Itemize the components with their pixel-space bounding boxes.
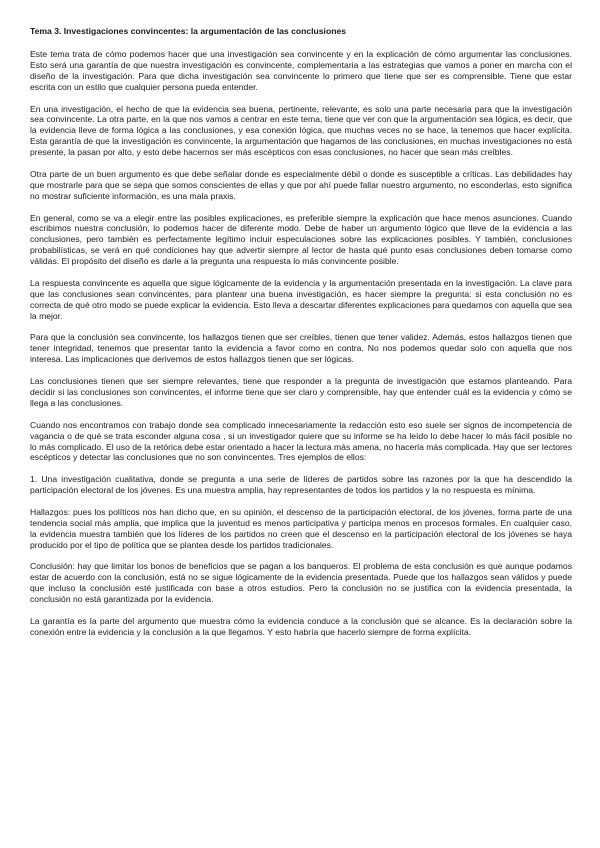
document-page	[30, 26, 572, 649]
paragraph-10: Hallazgos: pues los políticos nos han dicho que, en su opinión, el descenso de la participación electoral, de los jóvenes, forma parte de una tendencia social más amplia, que implica que la juventud es menos participativa y participa menos en procesos formales. En cualquier caso, la evidencia muestra también que los líderes de los partidos no creen que el descenso en la participación electoral de los jóvenes se haya producido por el tipo de política que se plantea desde los partidos tradicionales.	[30, 506, 572, 550]
document-title: Tema 3. Investigaciones convincentes: la argumentación de las conclusiones	[30, 26, 347, 36]
paragraph-4: En general, como se va a elegir entre las posibles explicaciones, es preferible siempre la explicación que hace menos asunciones. Cuando escribimos nuestra conclusión, lo podemos hacer de diferente modo. Debe de haber un argumento lógico que lleve de la evidencia a las conclusiones, pero también es perfectamente legítimo incluir especulaciones sobre las explicaciones posibles. Y también, conclusiones probabilísticas, se verá en qué condiciones hay que advertir siempre al lector de hasta qué punto esas conclusiones deben tomarse como válidas. El propósito del diseño es darle a la pregunta una respuesta lo más convincente posible.	[30, 212, 572, 267]
paragraph-11: Conclusión: hay que limitar los bonos de beneficios que se pagan a los banqueros. El problema de esta conclusión es que aunque podamos estar de acuerdo con la conclusión, está no se sigue lógicamente de la evidencia presentada. Puede que los hallazgos sean válidos y puede que incluso la conclusión esté justificada con base a otros estudios. Pero la conclusión no se justifica con la evidencia presentada, la conclusión no está garantizada por la evidencia.	[30, 561, 572, 605]
paragraph-1: Este tema trata de cómo podemos hacer que una investigación sea convincente y en la explicación de cómo argumentar las conclusiones. Esto será una garantía de que nuestra investigación es convincente, complementaria a las estrategias que vamos a poner en marcha con el diseño de la investigación. Para que dicha investigación sea convincente lo primero que tiene que ser es comprensible. Tiene que estar escrita con un estilo que cualquier persona pueda entender.	[30, 49, 572, 92]
paragraph-6: Para que la conclusión sea convincente, los hallazgos tienen que ser creíbles, tienen que tener validez. Además, estos hallazgos tienen que tener integridad, tenemos que presentar tanto la evidencia a favor como en contra. No nos podemos quedar solo con aquella que nos interesa. Las implicaciones que derivemos de estos hallazgos tienen que ser lógicas.	[30, 332, 572, 365]
paragraph-2: En una investigación, el hecho de que la evidencia sea buena, pertinente, relevante, es solo una parte necesaria para que la investigación sea convincente. La otra parte, en la que nos vamos a centrar en este tema, tiene que ver con que la argumentación sea lógica, es decir, que la evidencia lleve de forma lógica a las conclusiones, y esa conexión lógica, que muchas veces no se hace, la tenemos que hacer explícita. Esta garantía de que la investigación es convincente, la argumentación que hagamos de las conclusiones, en muchas investigaciones no está presente, la pasan por alto, y esto debe hacernos ser más escépticos con esas conclusiones, no hacer que sean más creíbles.	[30, 103, 572, 158]
paragraph-9: 1. Una investigación cualitativa, donde se pregunta a una serie de líderes de partidos sobre las razones por la que ha descendido la participación electoral de los jóvenes. Es una muestra amplia, hay representantes de todos los partidos y la no respuesta es mínima.	[30, 474, 572, 496]
paragraph-8: Cuando nos encontramos con trabajo donde sea complicado innecesariamente la redacción esto eso suele ser signos de incompetencia de vagancia o de qué se trata esconder alguna cosa , si un investigador quiere que su informe se ha leído lo debe hacer lo más fácil posible no lo más complicado. El uso de la retórica debe estar orientado a hacer la lectura más amena, no hacerla más complicada. Hay que ser lectores escépticos y detectar las conclusiones que no son convincentes. Tres ejemplos de ellos:	[30, 419, 572, 463]
paragraph-3: Otra parte de un buen argumento es que debe señalar donde es especialmente débil o donde es susceptible a críticas. Las debilidades hay que mostrarle para que se sepa que somos conscientes de ellas y que por ahí puede fallar nuestro argumento, no esconderlas, esto significa no mostrar suficiente información, es una mala praxis.	[30, 168, 572, 201]
paragraph-5: La respuesta convincente es aquella que sigue lógicamente de la evidencia y la argumentación presentada en la investigación. La clave para que las conclusiones sean convincentes, para plantear una buena investigación, es hacer siempre la pregunta: si esta conclusión no es correcta de qué otro modo se puede explicar la evidencia. Esto lleva a descartar diferentes explicaciones para quedarnos con aquella que sea la mejor.	[30, 277, 572, 321]
paragraph-7: Las conclusiones tienen que ser siempre relevantes, tiene que responder a la pregunta de investigación que estamos planteando. Para decidir si las conclusiones son convincentes, el informe tiene que ser claro y comprensible, hay que entender cuál es la evidencia y cómo se llega a las conclusiones.	[30, 376, 572, 408]
paragraph-12: La garantía es la parte del argumento que muestra cómo la evidencia conduce a la conclusión que se alcance. Es la declaración sobre la conexión entre la evidencia y la conclusión a la que llegamos. Y esto habría que hacerlo siempre de forma explícita.	[30, 615, 572, 637]
